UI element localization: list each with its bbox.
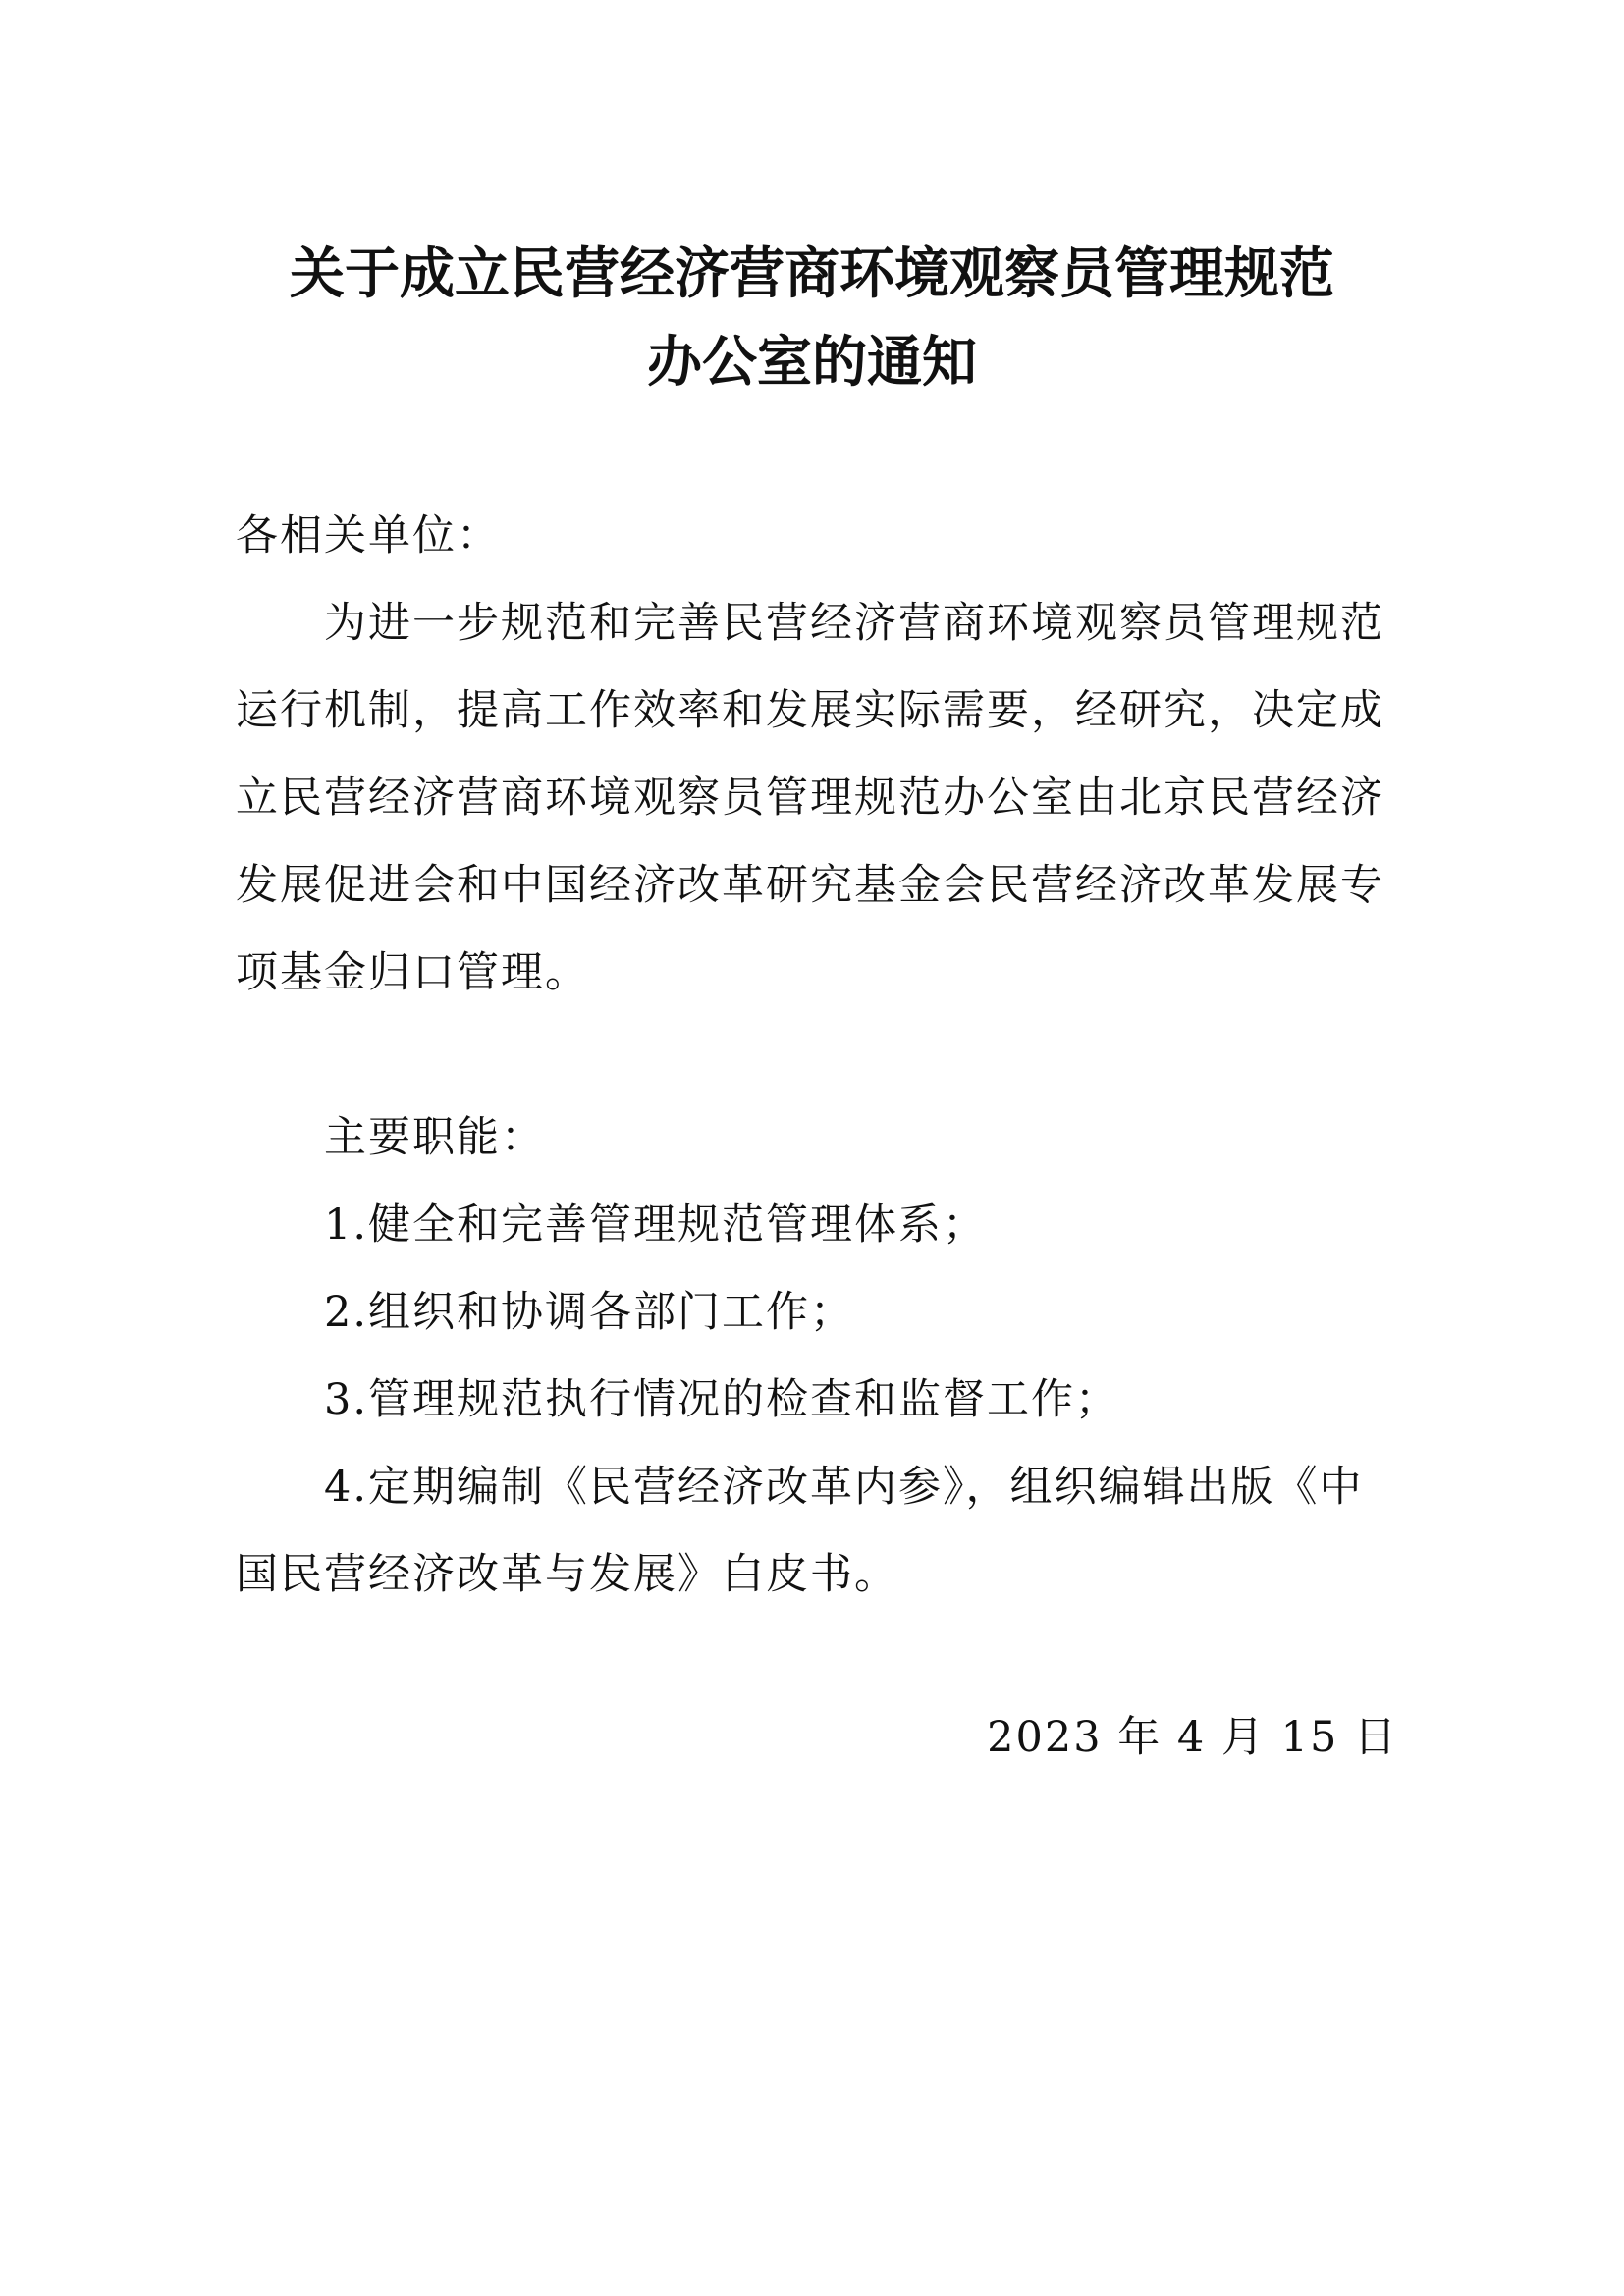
body-paragraph: 为进一步规范和完善民营经济营商环境观察员管理规范运行机制，提高工作效率和发展实际需要，经研究，决定成立民营经济营商环境观察员管理规范办公室由北京民营经济发展促进会和中国经济改革研究基金会民营经济改革发展专项基金归口管理。 [236, 599, 1384, 997]
function-item-4: 4.定期编制《民营经济改革内参》，组织编辑出版《中国民营经济改革与发展》白皮书。 [236, 1463, 1364, 1599]
functions-heading: 主要职能： [324, 1113, 545, 1162]
document-title-line-1: 关于成立民营经济营商环境观察员管理规范 [290, 242, 1334, 306]
document-title-line-2: 办公室的通知 [647, 331, 977, 395]
function-item-3: 3.管理规范执行情况的检查和监督工作； [324, 1375, 1120, 1424]
function-item-1: 1.健全和完善管理规范管理体系； [324, 1201, 988, 1250]
salutation: 各相关单位： [236, 511, 501, 561]
function-item-2: 2.组织和协调各部门工作； [324, 1288, 855, 1337]
document-date: 2023 年 4 月 15 日 [987, 1713, 1398, 1762]
